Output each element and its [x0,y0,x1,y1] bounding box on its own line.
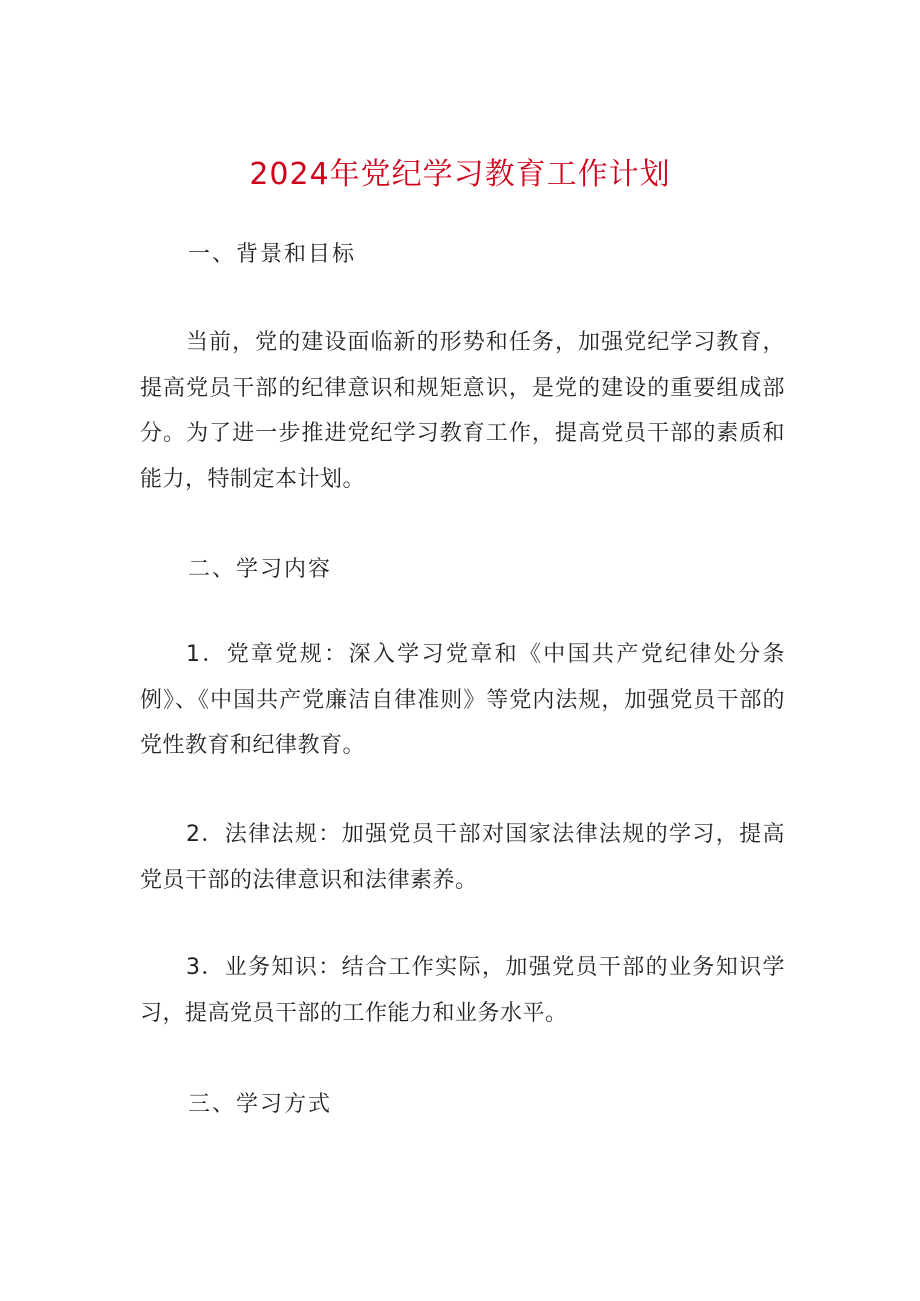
section-heading-content: 二、学习内容 [188,557,333,582]
section-heading-methods: 三、学习方式 [188,1092,333,1117]
paragraph-background: 当前，党的建设面临新的形势和任务，加强党纪学习教育，提高党员干部的纪律意识和规矩意识，是党的建设的重要组成部分。为了进一步推进党纪学习教育工作，提高党员干部的素质和能力，特制定本计划。 [140,330,785,492]
paragraph-content-business: 3．业务知识：结合工作实际，加强党员干部的业务知识学习，提高党员干部的工作能力和业务水平。 [140,955,785,1026]
section-heading-background: 一、背景和目标 [188,242,357,267]
document-title: 2024年党纪学习教育工作计划 [249,157,671,192]
paragraph-content-party-rules: 1．党章党规：深入学习党章和《中国共产党纪律处分条例》、《中国共产党廉洁自律准则》等党内法规，加强党员干部的党性教育和纪律教育。 [140,642,785,758]
paragraph-content-laws: 2．法律法规：加强党员干部对国家法律法规的学习，提高党员干部的法律意识和法律素养。 [140,822,785,893]
